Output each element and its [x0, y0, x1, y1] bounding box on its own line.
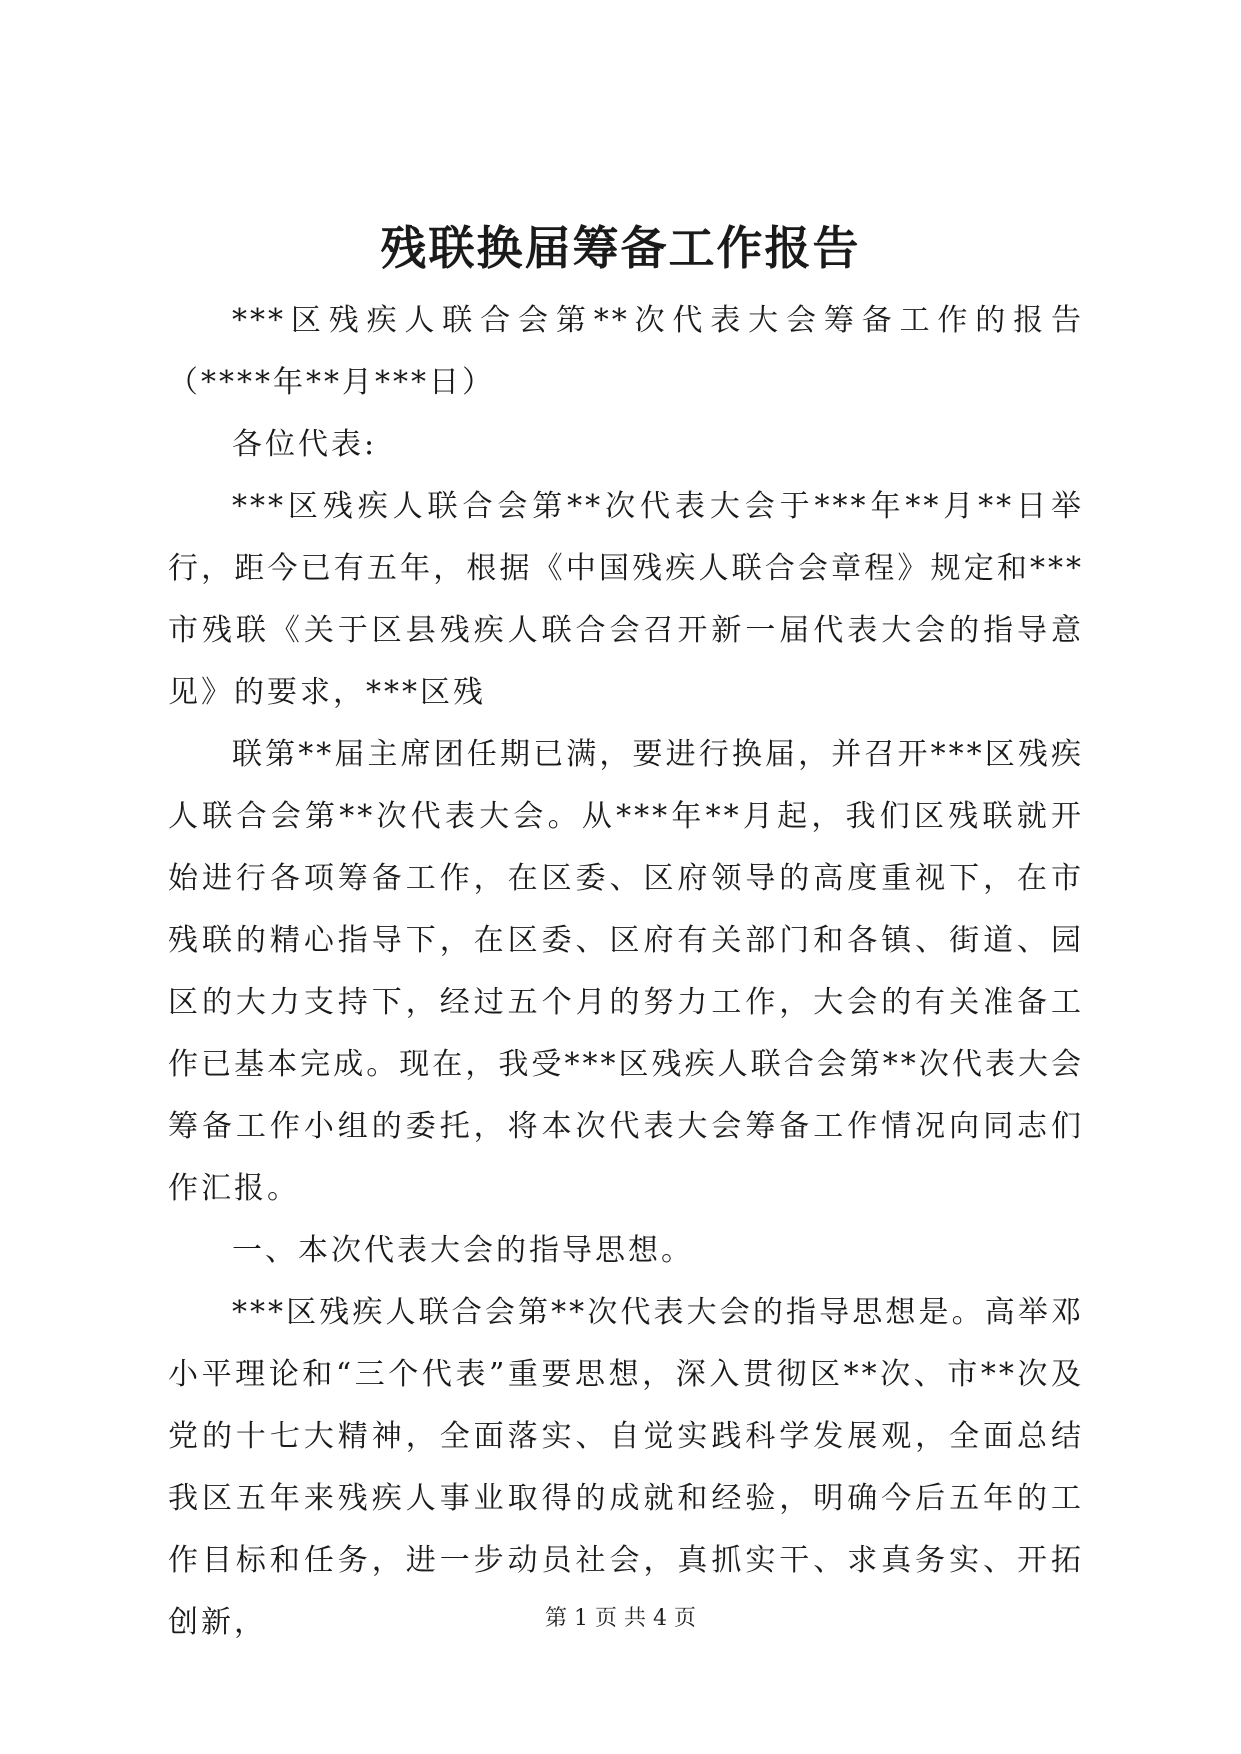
- document-title: 残联换届筹备工作报告: [380, 221, 861, 275]
- document-body: [168, 290, 1084, 1654]
- paragraph-intro: ***区残疾人联合会第**次代表大会于***年**月**日举行，距今已有五年，根据《中国残疾人联合会章程》规定和***市残联《关于区县残疾人联合会召开新一届代表大会的指导意见》的要求，***区残: [168, 489, 1084, 710]
- paragraph-guiding-thought: ***区残疾人联合会第**次代表大会的指导思想是。高举邓小平理论和“三个代表”重要思想，深入贯彻区**次、市**次及党的十七大精神，全面落实、自觉实践科学发展观，全面总结我区五年来残疾人事业取得的成就和经验，明确今后五年的工作目标和任务，进一步动员社会，真抓实干、求真务实、开拓创新，: [168, 1295, 1084, 1640]
- paragraph-preparation: 联第**届主席团任期已满，要进行换届，并召开***区残疾人联合会第**次代表大会。从***年**月起，我们区残联就开始进行各项筹备工作，在区委、区府领导的高度重视下，在市残联的精心指导下，在区委、区府有关部门和各镇、街道、园区的大力支持下，经过五个月的努力工作，大会的有关准备工作已基本完成。现在，我受***区残疾人联合会第**次代表大会筹备工作小组的委托，将本次代表大会筹备工作情况向同志们作汇报。: [168, 737, 1084, 1206]
- page-number-footer: 第 1 页 共 4 页: [545, 1606, 696, 1631]
- paragraph-salutation: 各位代表:: [232, 427, 378, 462]
- paragraph-section-heading: 一、本次代表大会的指导思想。: [232, 1233, 694, 1268]
- paragraph-report-subtitle: ***区残疾人联合会第**次代表大会筹备工作的报告（****年**月***日）: [168, 303, 1084, 400]
